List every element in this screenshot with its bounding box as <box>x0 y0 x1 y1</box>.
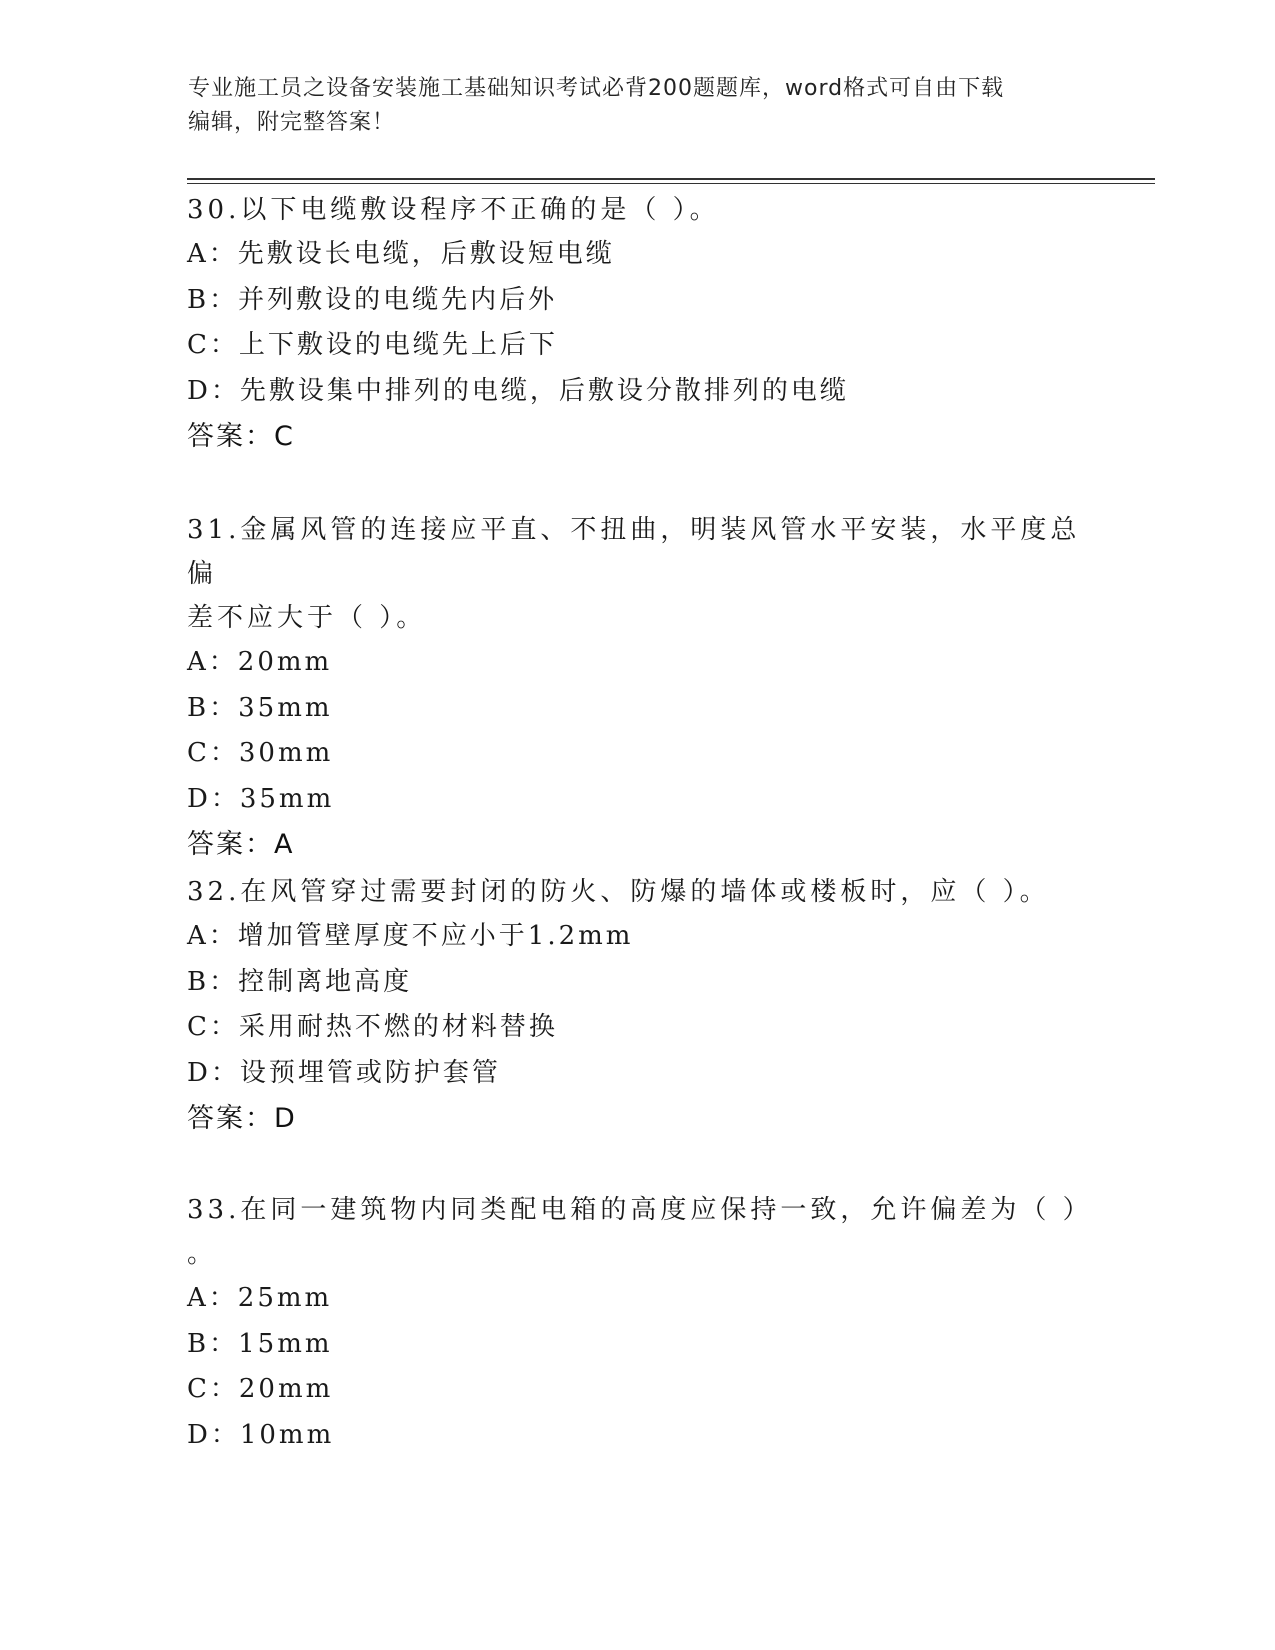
question-33 <box>187 1188 1093 1458</box>
option-c: C：30mm <box>187 738 334 768</box>
question-31 <box>187 508 1087 868</box>
option-b: B：15mm <box>187 1328 333 1359</box>
question-stem: 33.在同一建筑物内同类配电箱的高度应保持一致，允许偏差为（ ） <box>187 1195 1093 1225</box>
option-b: B：35mm <box>187 692 333 723</box>
option-d: D：设预埋管或防护套管 <box>187 1057 501 1088</box>
question-30 <box>187 188 1087 460</box>
option-a: A：先敷设长电缆，后敷设短电缆 <box>187 239 615 269</box>
option-c: C：20mm <box>187 1374 334 1404</box>
question-stem-continued: 差不应大于（ ）。 <box>187 603 427 633</box>
header-divider-bottom <box>187 183 1155 184</box>
option-a: A：25mm <box>187 1283 333 1313</box>
header-line-2: 编辑，附完整答案！ <box>188 110 396 135</box>
option-b: B：控制离地高度 <box>187 966 413 997</box>
option-d: D：10mm <box>187 1419 335 1450</box>
option-a: A：20mm <box>187 647 333 677</box>
question-stem: 32.在风管穿过需要封闭的防火、防爆的墙体或楼板时，应（ ）。 <box>187 877 1050 907</box>
option-d: D：先敷设集中排列的电缆，后敷设分散排列的电缆 <box>187 375 849 406</box>
question-32 <box>187 870 1087 1142</box>
option-b: B：并列敷设的电缆先内后外 <box>187 284 558 315</box>
option-c: C：上下敷设的电缆先上后下 <box>187 330 558 360</box>
header-divider-top <box>187 178 1155 180</box>
option-d: D：35mm <box>187 783 335 814</box>
header-line-1: 专业施工员之设备安装施工基础知识考试必背200题题库，word格式可自由下载 <box>188 76 1005 101</box>
answer: 答案：A <box>187 829 295 860</box>
question-stem: 31.金属风管的连接应平直、不扭曲，明装风管水平安装，水平度总偏 <box>187 515 1081 589</box>
question-stem-continued: 。 <box>187 1239 218 1269</box>
option-a: A：增加管壁厚度不应小于1.2mm <box>187 921 634 951</box>
answer: 答案：C <box>187 421 295 452</box>
answer: 答案：D <box>187 1103 297 1134</box>
option-c: C：采用耐热不燃的材料替换 <box>187 1012 558 1042</box>
question-stem: 30.以下电缆敷设程序不正确的是（ ）。 <box>187 195 720 225</box>
document-header <box>188 72 1088 140</box>
